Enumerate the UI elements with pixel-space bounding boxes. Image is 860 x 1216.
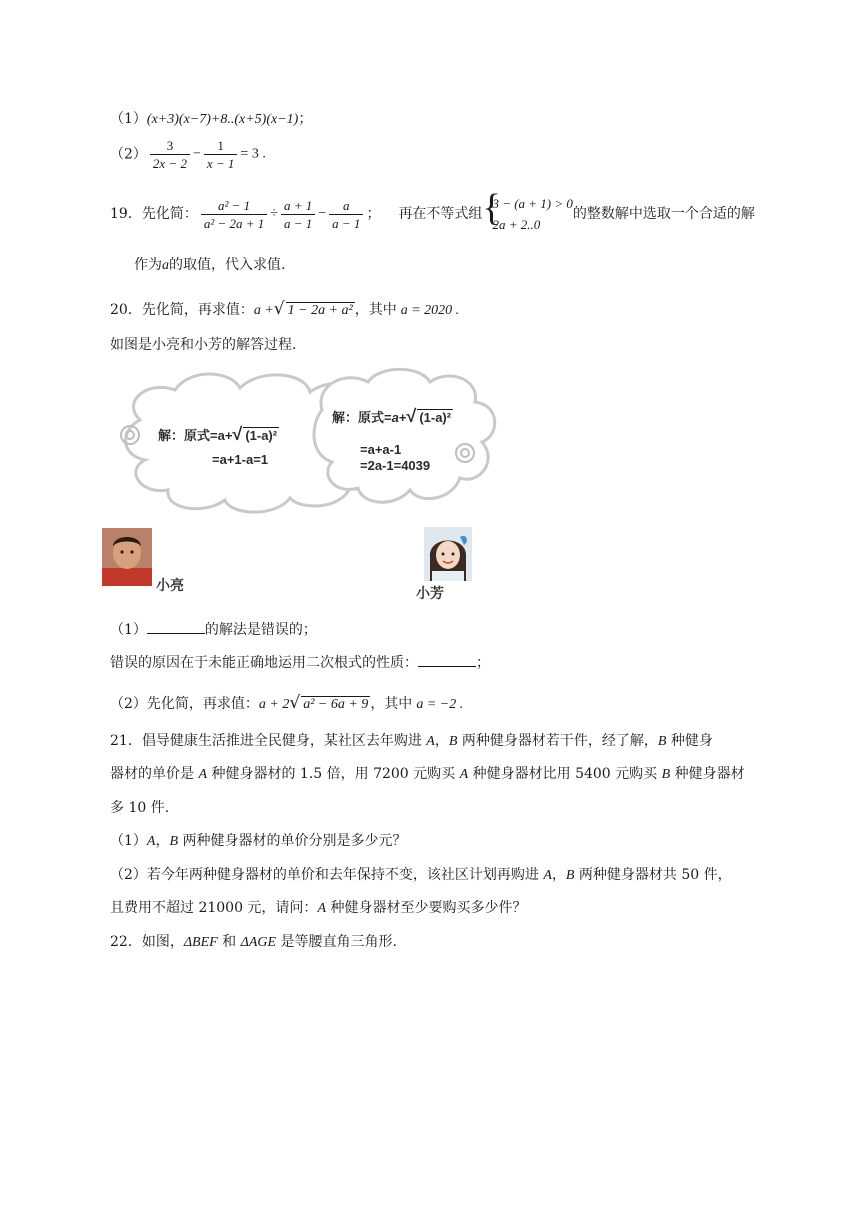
q18-part1: （1）(x+3)(x−7)+8..(x+5)(x−1)； [110,111,313,127]
q21-line2: 器材的单价是 A 种健身器材的 1.5 倍，用 7200 元购买 A 种健身器材比用 5400 元购买 B 种健身器材 [110,766,745,782]
q20-cloud-figure [100,360,500,530]
boy-photo [102,528,152,586]
q19-line2: 作为a的取值，代入求值. [134,257,286,273]
q18-part1-expr: (x+3)(x−7)+8..(x+5)(x−1) [146,112,299,127]
answer-blank-1[interactable] [147,621,205,634]
q20-intro: 如图是小亮和小芳的解答过程. [110,337,297,353]
q19-fraction-2: $\frac{a + 1}{a - 1}$ [281,199,315,230]
q19-inequality-system: { 3 − (a + 1) > 0 2a + 2..0 [482,187,573,232]
q21-part1: （1）A，B 两种健身器材的单价分别是多少元？ [110,833,407,849]
q21-part2-line1: （2）若今年两种健身器材的单价和去年保持不变，该社区计划再购进 A，B 两种健身器材共 50 件， [110,867,732,883]
q21-line3: 多 10 件. [110,800,170,816]
answer-blank-2[interactable] [418,654,476,667]
q20-radical: 1 − 2a + a² [287,303,353,318]
q18-fraction-2: $\frac{1}{x - 1}$ [204,139,238,170]
q21-line1: 21．倡导健康生活推进全民健身，某社区去年购进 A，B 两种健身器材若干件，经了解，B 种健身 [110,733,713,749]
cloud2-line2: =a+a-1 [360,442,402,457]
cloud1-line2: =a+1-a=1 [212,452,269,467]
q20-reason: 错误的原因在于未能正确地运用二次根式的性质： ； [110,655,490,671]
cloud2-line1: 解：原式=a+√ (1-a)² [332,406,452,426]
boy-name: 小亮 [156,577,184,593]
cloud1-line1: 解：原式=a+√ (1-a)² [158,424,278,444]
q18-fraction-1: $\frac{3}{2x - 2}$ [150,139,190,170]
q22-line1: 22．如图，ΔBEF 和 ΔAGE 是等腰直角三角形. [110,934,397,950]
q18-part2: （2） $\frac{3}{2x - 2}$ − $\frac{1}{x - 1}$ = 3 . [110,138,266,171]
q20-part2: （2）先化简，再求值：a + 2√ a² − 6a + 9 ，其中 a = −2 . [110,693,464,713]
thought-bubble-2 [314,369,495,502]
q19-fraction-1: $\frac{\text{a² − 1}}{\text{a² − 2a + 1}}$ [201,199,267,230]
q20-line1: 20．先化简，再求值：a +√ 1 − 2a + a² ，其中 a = 2020 . [110,299,460,319]
girl-photo [424,527,472,581]
cloud2-line3: =2a-1=4039 [360,458,431,473]
q21-part2-line2: 且费用不超过 21000 元，请问：A 种健身器材至少要购买多少件？ [110,900,527,916]
girl-name: 小芳 [416,585,444,601]
q19-fraction-3: $\frac{a}{a - 1}$ [329,199,363,230]
q19-line1: 19．先化简： $\frac{\text{a² − 1}}{\text{a² − 2a + 1}}$ ÷ $\frac{a + 1}{a - 1}$ − $\frac{a}{a - 1}$ ； 再在不等式组 { 3 − (a + 1) > 0 2a + 2..0 的整数解中选取一个合适的解 [110,193,755,235]
q20-part1: （1） 的解法是错误的； [110,622,317,638]
